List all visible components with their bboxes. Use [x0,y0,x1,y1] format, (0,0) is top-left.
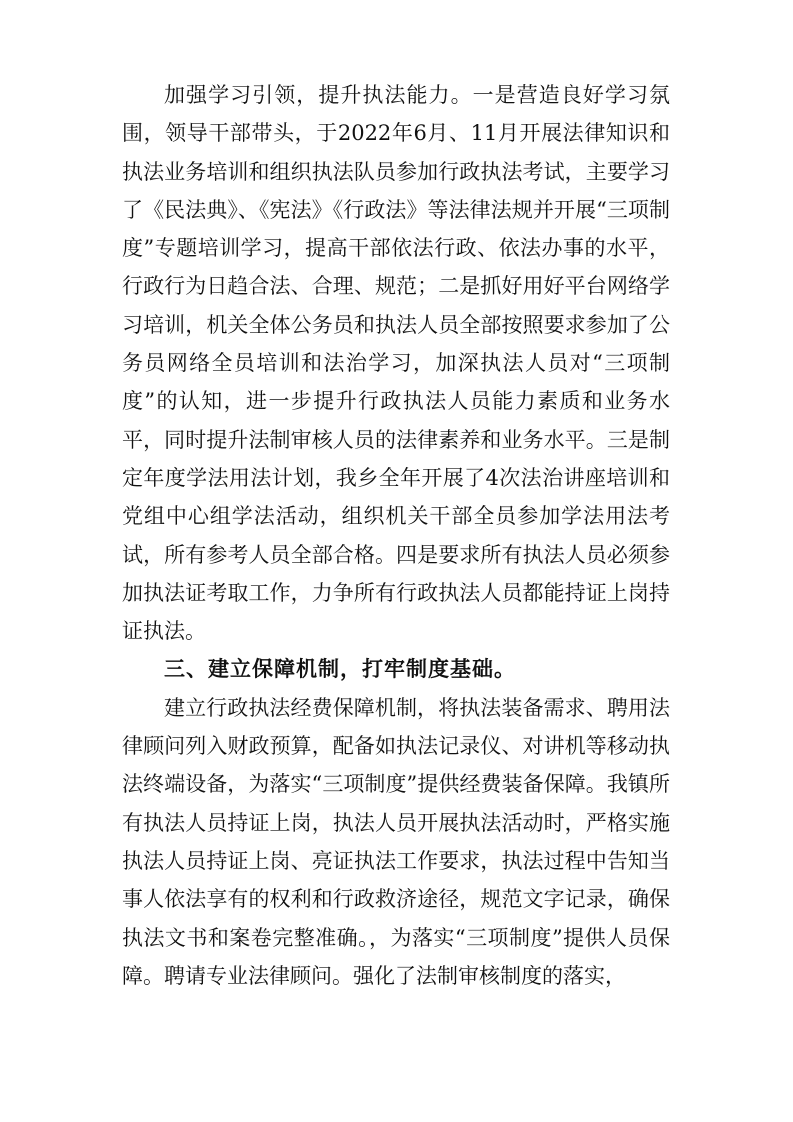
document-body [122,76,670,995]
section-heading-guarantee-mechanism: 三、建立保障机制，打牢制度基础。 [164,657,516,682]
paragraph-funding-guarantee: 建立行政执法经费保障机制，将执法装备需求、聘用法律顾问列入财政预算，配备如执法记录仪、对讲机等移动执法终端设备，为落实“三项制度”提供经费装备保障。我镇所有执法人员持证上岗，执法人员开展执法活动时，严格实施执法人员持证上岗、亮证执法工作要求，执法过程中告知当事人依法享有的权利和行政救济途径，规范文字记录，确保执法文书和案卷完整准确。，为落实“三项制度”提供人员保障。聘请专业法律顾问。强化了法制审核制度的落实， [122,695,670,988]
paragraph-study-training: 加强学习引领，提升执法能力。一是营造良好学习氛围，领导干部带头，于2022年6月、11月开展法律知识和执法业务培训和组织执法队员参加行政执法考试，主要学习了《民法典》、《宪法》《行政法》等法律法规并开展“三项制度”专题培训学习，提高干部依法行政、依法办事的水平，行政行为日趋合法、合理、规范；二是抓好用好平台网络学习培训，机关全体公务员和执法人员全部按照要求参加了公务员网络全员培训和法治学习，加深执法人员对“三项制度”的认知，进一步提升行政执法人员能力素质和业务水平，同时提升法制审核人员的法律素养和业务水平。三是制定年度学法用法计划，我乡全年开展了4次法治讲座培训和党组中心组学法活动，组织机关干部全员参加学法用法考试，所有参考人员全部合格。四是要求所有执法人员必须参加执法证考取工作，力争所有行政执法人员都能持证上岗持证执法。 [122,83,670,644]
